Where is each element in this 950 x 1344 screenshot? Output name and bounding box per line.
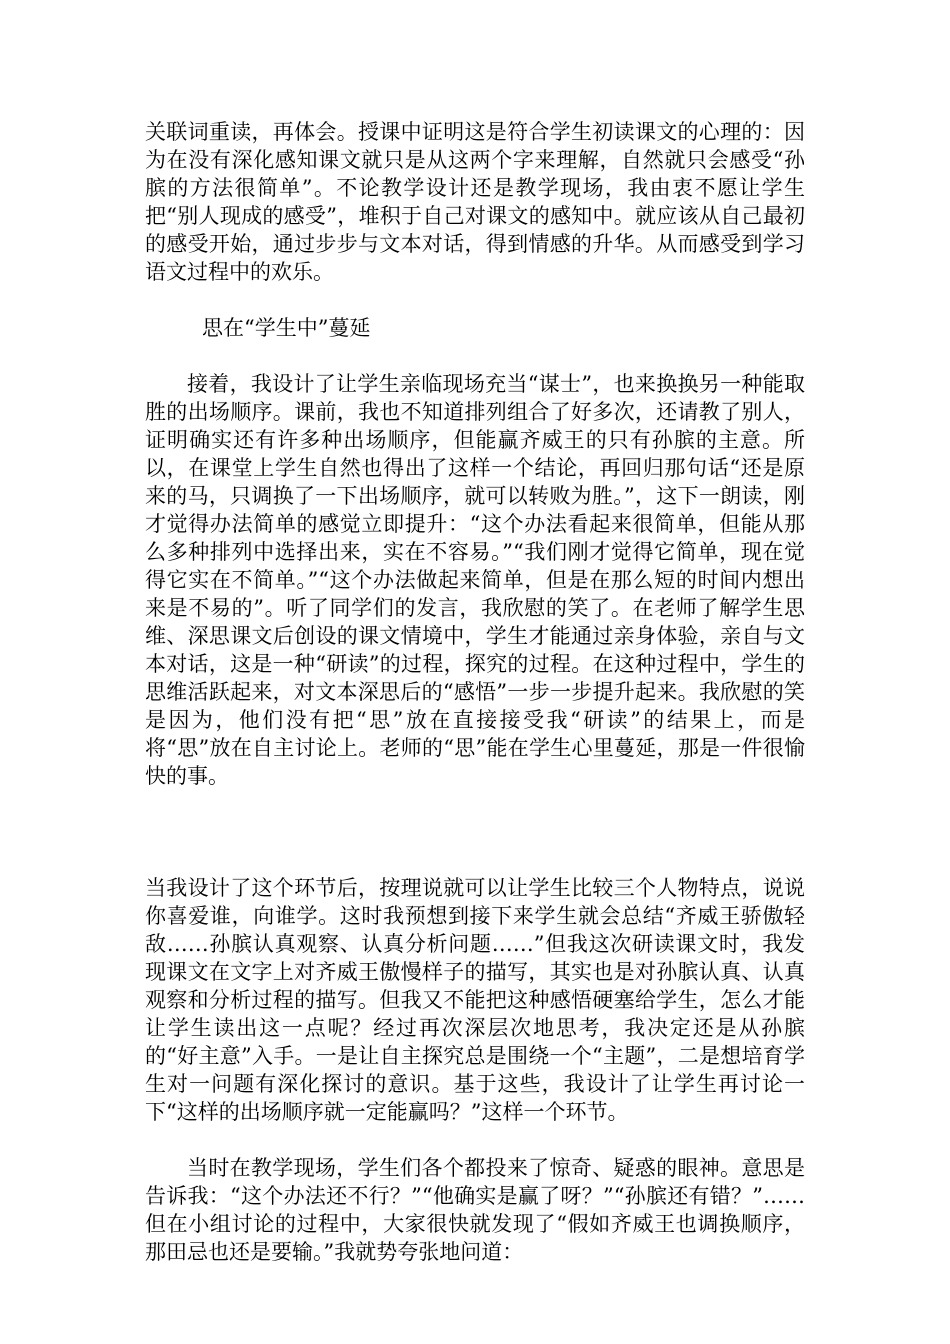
paragraph-classroom-scene: 当时在教学现场，学生们各个都投来了惊奇、疑惑的眼神。意思是告诉我：“这个办法还不行？”“他确实是赢了呀？”“孙膑还有错？”……但在小组讨论的过程中，大家很快就发现了“假如齐威王也调换顺序，那田忌也还是要输。”我就势夸张地问道： xyxy=(145,1156,805,1264)
paragraph-reflection-intro: 关联词重读，再体会。授课中证明这是符合学生初读课文的心理的：因为在没有深化感知课文就只是从这两个字来理解，自然就只会感受“孙膑的方法很简单”。不论教学设计还是教学现场，我由衷不愿让学生把“别人现成的感受”，堆积于自己对课文的感知中。就应该从自己最初的感受开始，通过步步与文本对话，得到情感的升华。从而感受到学习语文过程中的欢乐。 xyxy=(145,120,805,284)
paragraph-character-comparison: 当我设计了这个环节后，按理说就可以让学生比较三个人物特点，说说你喜爱谁，向谁学。这时我预想到接下来学生就会总结“齐威王骄傲轻敌……孙膑认真观察、认真分析问题……”但我这次研读课文时，我发现课文在文字上对齐威王傲慢样子的描写，其实也是对孙膑认真、认真观察和分析过程的描写。但我又不能把这种感悟硬塞给学生，怎么才能让学生读出这一点呢？经过再次深层次地思考，我决定还是从孙膑的“好主意”入手。一是让自主探究总是围绕一个“主题”，二是想培育学生对一问题有深化探讨的意识。基于这些，我设计了让学生再讨论一下“这样的出场顺序就一定能赢吗？”这样一个环节。 xyxy=(145,876,805,1124)
spacer xyxy=(145,286,805,314)
spacer xyxy=(145,790,805,874)
spacer xyxy=(145,342,805,370)
document-page xyxy=(145,118,805,1266)
section-heading: 思在“学生中”蔓延 xyxy=(202,316,371,340)
spacer xyxy=(145,1126,805,1154)
paragraph-student-strategist: 接着，我设计了让学生亲临现场充当“谋士”，也来换换另一种能取胜的出场顺序。课前，我也不知道排列组合了好多次，还请教了别人，证明确实还有许多种出场顺序，但能赢齐威王的只有孙膑的主意。所以，在课堂上学生自然也得出了这样一个结论，再回归那句话“还是原来的马，只调换了一下出场顺序，就可以转败为胜。”，这下一朗读，刚才觉得办法简单的感觉立即提升：“这个办法看起来很简单，但能从那么多种排列中选择出来，实在不容易。”“我们刚才觉得它简单，现在觉得它实在不简单。”“这个办法做起来简单，但是在那么短的时间内想出来是不易的”。听了同学们的发言，我欣慰的笑了。在老师了解学生思维、深思课文后创设的课文情境中，学生才能通过亲身体验，亲自与文本对话，这是一种“研读”的过程，探究的过程。在这种过程中，学生的思维活跃起来，对文本深思后的“感悟”一步一步提升起来。我欣慰的笑是因为，他们没有把“思”放在直接接受我“研读”的结果上，而是将“思”放在自主讨论上。老师的“思”能在学生心里蔓延，那是一件很愉快的事。 xyxy=(145,372,805,788)
